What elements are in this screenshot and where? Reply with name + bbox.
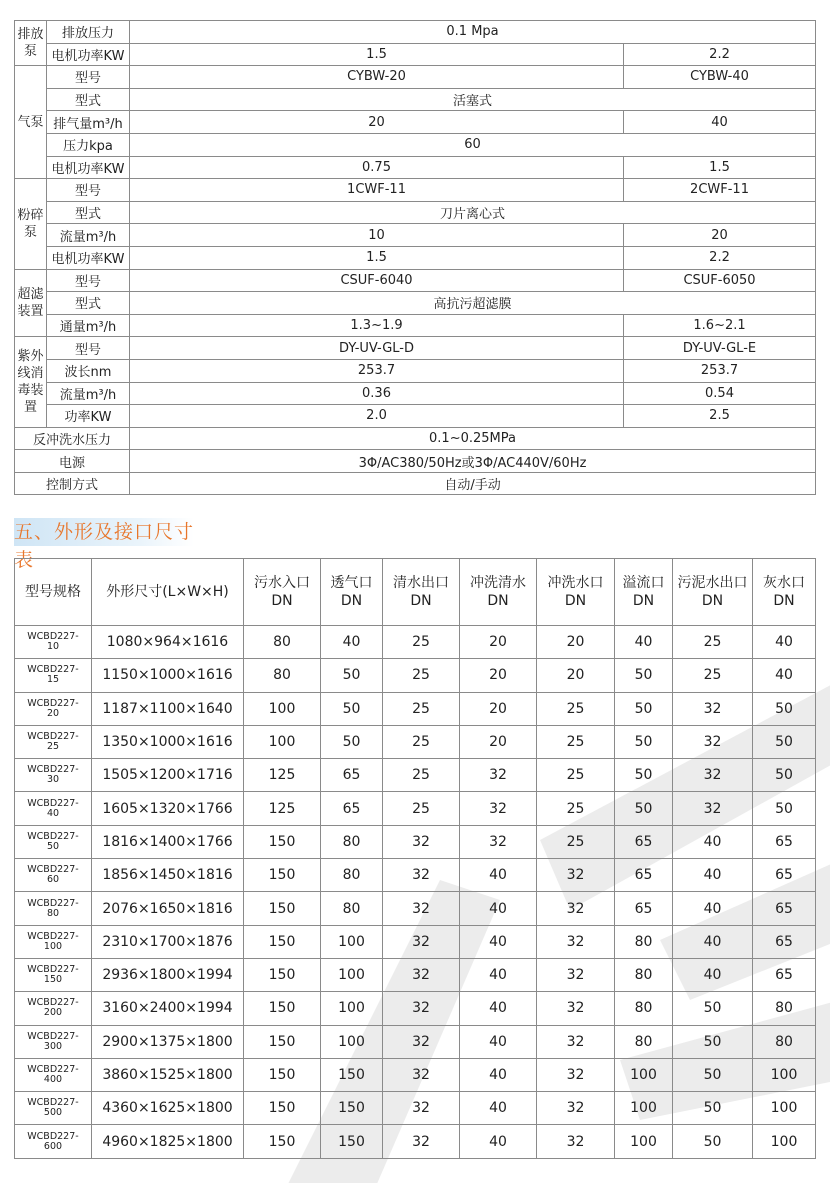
table-cell: 40 bbox=[673, 825, 753, 858]
table-cell: 40 bbox=[753, 659, 816, 692]
table-cell: 100 bbox=[244, 692, 321, 725]
column-header: 型号规格 bbox=[15, 559, 92, 626]
table-cell: 32 bbox=[537, 892, 615, 925]
table-cell: 32 bbox=[537, 992, 615, 1025]
spec-row bbox=[15, 43, 816, 66]
table-cell: 65 bbox=[753, 958, 816, 991]
table-cell: 1350×1000×1616 bbox=[92, 725, 244, 758]
table-cell: 50 bbox=[673, 1058, 753, 1091]
table-cell: 2310×1700×1876 bbox=[92, 925, 244, 958]
spec-value: 2.5 bbox=[624, 405, 816, 428]
model-cell: WCBD227- 300 bbox=[15, 1025, 92, 1058]
table-row bbox=[15, 958, 816, 991]
table-cell: 1150×1000×1616 bbox=[92, 659, 244, 692]
table-cell: 25 bbox=[383, 792, 460, 825]
column-header: 污水入口 DN bbox=[244, 559, 321, 626]
table-row bbox=[15, 759, 816, 792]
table-cell: 65 bbox=[615, 892, 673, 925]
spec-value: 刀片离心式 bbox=[130, 201, 816, 224]
table-cell: 65 bbox=[753, 892, 816, 925]
table-cell: 32 bbox=[383, 1092, 460, 1125]
spec-row bbox=[15, 21, 816, 44]
table-cell: 100 bbox=[321, 925, 383, 958]
table-cell: 32 bbox=[537, 1092, 615, 1125]
table-cell: 50 bbox=[321, 692, 383, 725]
spec-param-label: 型号 bbox=[47, 269, 130, 292]
table-cell: 32 bbox=[383, 925, 460, 958]
table-row bbox=[15, 1058, 816, 1091]
column-header: 清水出口 DN bbox=[383, 559, 460, 626]
table-cell: 65 bbox=[321, 759, 383, 792]
spec-row bbox=[15, 292, 816, 315]
spec-row bbox=[15, 337, 816, 360]
spec-param-label: 型式 bbox=[47, 201, 130, 224]
spec-param-label: 控制方式 bbox=[15, 472, 130, 495]
table-cell: 50 bbox=[321, 659, 383, 692]
spec-row bbox=[15, 111, 816, 134]
table-cell: 150 bbox=[244, 892, 321, 925]
table-cell: 40 bbox=[321, 626, 383, 659]
table-cell: 50 bbox=[753, 792, 816, 825]
table-cell: 32 bbox=[673, 692, 753, 725]
spec-param-label: 电源 bbox=[15, 450, 130, 473]
spec-param-label: 型式 bbox=[47, 292, 130, 315]
table-cell: 40 bbox=[460, 1125, 537, 1158]
table-cell: 100 bbox=[753, 1092, 816, 1125]
table-cell: 25 bbox=[673, 626, 753, 659]
spec-value: 自动/手动 bbox=[130, 472, 816, 495]
spec-value: 1.6~2.1 bbox=[624, 314, 816, 337]
table-cell: 32 bbox=[537, 859, 615, 892]
column-header: 透气口 DN bbox=[321, 559, 383, 626]
table-cell: 65 bbox=[753, 925, 816, 958]
table-cell: 20 bbox=[460, 725, 537, 758]
table-cell: 125 bbox=[244, 792, 321, 825]
table-cell: 80 bbox=[321, 859, 383, 892]
table-cell: 32 bbox=[383, 1125, 460, 1158]
spec-value: CSUF-6040 bbox=[130, 269, 624, 292]
table-cell: 150 bbox=[244, 1025, 321, 1058]
table-cell: 40 bbox=[460, 859, 537, 892]
spec-param-label: 流量m³/h bbox=[47, 224, 130, 247]
table-cell: 100 bbox=[321, 958, 383, 991]
spec-row bbox=[15, 359, 816, 382]
spec-param-label: 电机功率KW bbox=[47, 156, 130, 179]
table-cell: 100 bbox=[321, 992, 383, 1025]
table-cell: 150 bbox=[321, 1125, 383, 1158]
spec-value: 0.54 bbox=[624, 382, 816, 405]
table-cell: 80 bbox=[753, 1025, 816, 1058]
table-cell: 32 bbox=[383, 892, 460, 925]
spec-param-label: 通量m³/h bbox=[47, 314, 130, 337]
table-cell: 2900×1375×1800 bbox=[92, 1025, 244, 1058]
table-cell: 25 bbox=[537, 825, 615, 858]
spec-group-label: 紫外 线消 毒装 置 bbox=[15, 337, 47, 427]
table-cell: 4960×1825×1800 bbox=[92, 1125, 244, 1158]
spec-param-label: 型号 bbox=[47, 337, 130, 360]
table-cell: 50 bbox=[753, 692, 816, 725]
model-cell: WCBD227- 80 bbox=[15, 892, 92, 925]
table-cell: 65 bbox=[615, 859, 673, 892]
spec-param-label: 排气量m³/h bbox=[47, 111, 130, 134]
spec-row bbox=[15, 382, 816, 405]
spec-param-label: 压力kpa bbox=[47, 133, 130, 156]
section-heading-text: 五、外形及接口尺寸表 bbox=[14, 521, 195, 571]
model-cell: WCBD227- 25 bbox=[15, 725, 92, 758]
spec-group-label: 气泵 bbox=[15, 66, 47, 179]
table-cell: 40 bbox=[460, 992, 537, 1025]
spec-param-label: 型式 bbox=[47, 88, 130, 111]
spec-row bbox=[15, 269, 816, 292]
spec-row bbox=[15, 314, 816, 337]
table-cell: 80 bbox=[615, 958, 673, 991]
spec-value: 0.1 Mpa bbox=[130, 21, 816, 44]
model-cell: WCBD227- 100 bbox=[15, 925, 92, 958]
table-cell: 20 bbox=[460, 692, 537, 725]
spec-value: CYBW-20 bbox=[130, 66, 624, 89]
column-header: 溢流口 DN bbox=[615, 559, 673, 626]
spec-value: 2.0 bbox=[130, 405, 624, 428]
table-cell: 1856×1450×1816 bbox=[92, 859, 244, 892]
table-cell: 40 bbox=[460, 892, 537, 925]
table-cell: 80 bbox=[321, 892, 383, 925]
spec-value: 3Φ/AC380/50Hz或3Φ/AC440V/60Hz bbox=[130, 450, 816, 473]
table-cell: 50 bbox=[673, 992, 753, 1025]
table-cell: 100 bbox=[615, 1125, 673, 1158]
table-cell: 80 bbox=[321, 825, 383, 858]
column-header: 灰水口 DN bbox=[753, 559, 816, 626]
spec-param-label: 功率KW bbox=[47, 405, 130, 428]
spec-value: 2CWF-11 bbox=[624, 179, 816, 202]
table-cell: 65 bbox=[753, 825, 816, 858]
spec-row bbox=[15, 88, 816, 111]
table-row bbox=[15, 626, 816, 659]
model-cell: WCBD227- 40 bbox=[15, 792, 92, 825]
table-cell: 150 bbox=[244, 1125, 321, 1158]
model-cell: WCBD227- 50 bbox=[15, 825, 92, 858]
spec-row bbox=[15, 450, 816, 473]
table-cell: 32 bbox=[673, 725, 753, 758]
spec-param-label: 排放压力 bbox=[47, 21, 130, 44]
spec-value: 20 bbox=[624, 224, 816, 247]
table-cell: 32 bbox=[460, 792, 537, 825]
spec-row bbox=[15, 405, 816, 428]
table-cell: 20 bbox=[537, 659, 615, 692]
column-header: 外形尺寸(L×W×H) bbox=[92, 559, 244, 626]
spec-row bbox=[15, 224, 816, 247]
table-cell: 50 bbox=[615, 759, 673, 792]
model-cell: WCBD227- 30 bbox=[15, 759, 92, 792]
spec-group-label: 粉碎 泵 bbox=[15, 179, 47, 269]
table-cell: 32 bbox=[383, 1058, 460, 1091]
table-row bbox=[15, 659, 816, 692]
spec-value: 253.7 bbox=[624, 359, 816, 382]
section-heading bbox=[14, 518, 195, 571]
spec-value: CSUF-6050 bbox=[624, 269, 816, 292]
table-cell: 25 bbox=[383, 692, 460, 725]
table-row bbox=[15, 1025, 816, 1058]
table-cell: 80 bbox=[615, 925, 673, 958]
spec-param-label: 反冲洗水压力 bbox=[15, 427, 130, 450]
table-cell: 3160×2400×1994 bbox=[92, 992, 244, 1025]
table-cell: 32 bbox=[673, 759, 753, 792]
table-cell: 150 bbox=[244, 1058, 321, 1091]
table-cell: 50 bbox=[615, 725, 673, 758]
table-cell: 32 bbox=[537, 1125, 615, 1158]
table-row bbox=[15, 859, 816, 892]
spec-value: 40 bbox=[624, 111, 816, 134]
table-cell: 40 bbox=[460, 925, 537, 958]
table-cell: 50 bbox=[753, 759, 816, 792]
spec-value: 20 bbox=[130, 111, 624, 134]
table-cell: 25 bbox=[537, 692, 615, 725]
table-cell: 32 bbox=[537, 1058, 615, 1091]
table-cell: 40 bbox=[460, 1092, 537, 1125]
spec-table bbox=[14, 20, 816, 495]
table-cell: 100 bbox=[244, 725, 321, 758]
table-row bbox=[15, 925, 816, 958]
table-cell: 150 bbox=[244, 925, 321, 958]
table-cell: 32 bbox=[537, 1025, 615, 1058]
table-cell: 150 bbox=[321, 1058, 383, 1091]
spec-value: 高抗污超滤膜 bbox=[130, 292, 816, 315]
spec-param-label: 波长nm bbox=[47, 359, 130, 382]
table-row bbox=[15, 725, 816, 758]
table-cell: 32 bbox=[673, 792, 753, 825]
table-cell: 32 bbox=[383, 859, 460, 892]
spec-value: 1.5 bbox=[130, 43, 624, 66]
table-cell: 25 bbox=[537, 792, 615, 825]
table-cell: 20 bbox=[460, 659, 537, 692]
spec-param-label: 电机功率KW bbox=[47, 43, 130, 66]
spec-row bbox=[15, 179, 816, 202]
spec-value: 1.3~1.9 bbox=[130, 314, 624, 337]
table-cell: 50 bbox=[673, 1125, 753, 1158]
table-cell: 1187×1100×1640 bbox=[92, 692, 244, 725]
table-cell: 20 bbox=[537, 626, 615, 659]
table-cell: 50 bbox=[321, 725, 383, 758]
model-cell: WCBD227- 200 bbox=[15, 992, 92, 1025]
spec-row bbox=[15, 427, 816, 450]
table-cell: 65 bbox=[321, 792, 383, 825]
table-cell: 1080×964×1616 bbox=[92, 626, 244, 659]
table-cell: 2076×1650×1816 bbox=[92, 892, 244, 925]
table-row bbox=[15, 792, 816, 825]
spec-value: 0.75 bbox=[130, 156, 624, 179]
table-row bbox=[15, 892, 816, 925]
column-header: 冲洗清水 DN bbox=[460, 559, 537, 626]
table-cell: 32 bbox=[460, 759, 537, 792]
table-cell: 150 bbox=[244, 825, 321, 858]
model-cell: WCBD227- 500 bbox=[15, 1092, 92, 1125]
spec-value: DY-UV-GL-D bbox=[130, 337, 624, 360]
model-cell: WCBD227- 400 bbox=[15, 1058, 92, 1091]
column-header: 污泥水出口 DN bbox=[673, 559, 753, 626]
table-cell: 40 bbox=[460, 1025, 537, 1058]
spec-group-label: 超滤 装置 bbox=[15, 269, 47, 337]
table-cell: 65 bbox=[615, 825, 673, 858]
spec-param-label: 电机功率KW bbox=[47, 246, 130, 269]
spec-row bbox=[15, 66, 816, 89]
table-cell: 150 bbox=[244, 992, 321, 1025]
table-row bbox=[15, 825, 816, 858]
table-cell: 50 bbox=[615, 659, 673, 692]
spec-value: 0.36 bbox=[130, 382, 624, 405]
spec-row bbox=[15, 201, 816, 224]
spec-row bbox=[15, 472, 816, 495]
table-cell: 40 bbox=[460, 1058, 537, 1091]
table-cell: 50 bbox=[615, 692, 673, 725]
table-cell: 150 bbox=[244, 958, 321, 991]
dimensions-table bbox=[14, 558, 816, 1159]
table-cell: 80 bbox=[615, 992, 673, 1025]
spec-value: 1.5 bbox=[624, 156, 816, 179]
column-header: 冲洗水口 DN bbox=[537, 559, 615, 626]
table-cell: 3860×1525×1800 bbox=[92, 1058, 244, 1091]
table-cell: 25 bbox=[537, 725, 615, 758]
table-cell: 40 bbox=[673, 925, 753, 958]
table-cell: 4360×1625×1800 bbox=[92, 1092, 244, 1125]
table-row bbox=[15, 992, 816, 1025]
table-cell: 150 bbox=[244, 1092, 321, 1125]
spec-value: 活塞式 bbox=[130, 88, 816, 111]
model-cell: WCBD227- 15 bbox=[15, 659, 92, 692]
table-cell: 25 bbox=[537, 759, 615, 792]
table-cell: 100 bbox=[321, 1025, 383, 1058]
table-cell: 1505×1200×1716 bbox=[92, 759, 244, 792]
table-cell: 50 bbox=[753, 725, 816, 758]
spec-value: 10 bbox=[130, 224, 624, 247]
model-cell: WCBD227- 20 bbox=[15, 692, 92, 725]
table-cell: 25 bbox=[673, 659, 753, 692]
table-cell: 80 bbox=[244, 626, 321, 659]
spec-value: 2.2 bbox=[624, 246, 816, 269]
table-cell: 100 bbox=[615, 1058, 673, 1091]
table-cell: 25 bbox=[383, 659, 460, 692]
spec-group-label: 排放 泵 bbox=[15, 21, 47, 66]
table-cell: 32 bbox=[383, 1025, 460, 1058]
table-cell: 1816×1400×1766 bbox=[92, 825, 244, 858]
model-cell: WCBD227- 600 bbox=[15, 1125, 92, 1158]
table-cell: 32 bbox=[460, 825, 537, 858]
table-cell: 1605×1320×1766 bbox=[92, 792, 244, 825]
table-cell: 32 bbox=[537, 925, 615, 958]
spec-param-label: 流量m³/h bbox=[47, 382, 130, 405]
table-cell: 100 bbox=[753, 1125, 816, 1158]
table-cell: 25 bbox=[383, 759, 460, 792]
spec-value: CYBW-40 bbox=[624, 66, 816, 89]
table-cell: 25 bbox=[383, 626, 460, 659]
table-cell: 32 bbox=[383, 992, 460, 1025]
model-cell: WCBD227- 10 bbox=[15, 626, 92, 659]
table-cell: 40 bbox=[673, 958, 753, 991]
table-cell: 150 bbox=[321, 1092, 383, 1125]
table-cell: 40 bbox=[753, 626, 816, 659]
table-cell: 20 bbox=[460, 626, 537, 659]
table-cell: 50 bbox=[673, 1025, 753, 1058]
table-cell: 32 bbox=[383, 958, 460, 991]
table-row bbox=[15, 1092, 816, 1125]
table-cell: 80 bbox=[615, 1025, 673, 1058]
table-cell: 32 bbox=[537, 958, 615, 991]
spec-value: 60 bbox=[130, 133, 816, 156]
spec-row bbox=[15, 133, 816, 156]
model-cell: WCBD227- 60 bbox=[15, 859, 92, 892]
spec-value: 2.2 bbox=[624, 43, 816, 66]
table-cell: 50 bbox=[673, 1092, 753, 1125]
table-cell: 100 bbox=[615, 1092, 673, 1125]
table-cell: 50 bbox=[615, 792, 673, 825]
table-cell: 80 bbox=[753, 992, 816, 1025]
table-cell: 40 bbox=[673, 859, 753, 892]
table-cell: 32 bbox=[383, 825, 460, 858]
table-cell: 40 bbox=[673, 892, 753, 925]
spec-param-label: 型号 bbox=[47, 66, 130, 89]
table-cell: 125 bbox=[244, 759, 321, 792]
spec-row bbox=[15, 246, 816, 269]
spec-value: 0.1~0.25MPa bbox=[130, 427, 816, 450]
model-cell: WCBD227- 150 bbox=[15, 958, 92, 991]
spec-value: DY-UV-GL-E bbox=[624, 337, 816, 360]
spec-value: 1.5 bbox=[130, 246, 624, 269]
table-cell: 2936×1800×1994 bbox=[92, 958, 244, 991]
spec-value: 1CWF-11 bbox=[130, 179, 624, 202]
table-cell: 100 bbox=[753, 1058, 816, 1091]
table-cell: 150 bbox=[244, 859, 321, 892]
table-row bbox=[15, 692, 816, 725]
table-cell: 80 bbox=[244, 659, 321, 692]
spec-value: 253.7 bbox=[130, 359, 624, 382]
table-cell: 65 bbox=[753, 859, 816, 892]
table-cell: 40 bbox=[615, 626, 673, 659]
table-row bbox=[15, 1125, 816, 1158]
spec-row bbox=[15, 156, 816, 179]
spec-param-label: 型号 bbox=[47, 179, 130, 202]
table-cell: 40 bbox=[460, 958, 537, 991]
table-cell: 25 bbox=[383, 725, 460, 758]
